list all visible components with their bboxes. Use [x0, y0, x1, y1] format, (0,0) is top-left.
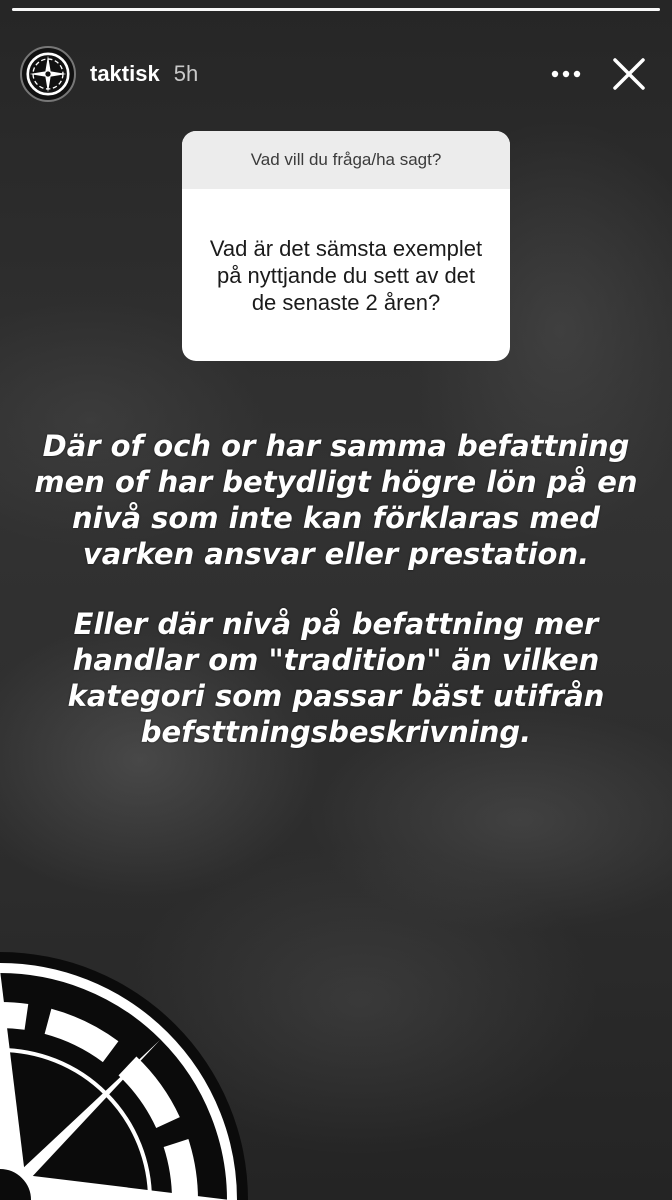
story-progress-bar	[12, 8, 660, 11]
answer-text	[30, 428, 642, 750]
question-sticker-prompt: Vad vill du fråga/ha sagt?	[182, 131, 510, 189]
compass-logo-icon	[0, 950, 250, 1200]
post-time: 5h	[173, 61, 199, 86]
answer-paragraph-1: Där of och or har samma befattning men of har betydligt högre lön på en nivå som inte kan förklaras med varken ansvar eller prestation.	[34, 429, 638, 571]
answer-paragraph-2: Eller där nivå på befattning mer handlar om "tradition" än vilken kategori som passar bäst utifrån befsttningsbeskrivning.	[67, 607, 605, 749]
story-progress-fill	[12, 8, 660, 11]
avatar[interactable]	[20, 46, 76, 102]
compass-logo-icon	[26, 52, 70, 96]
more-options-button[interactable]	[546, 54, 586, 94]
close-icon	[612, 57, 646, 91]
story-header	[20, 44, 652, 104]
username[interactable]: taktisk	[90, 61, 160, 86]
close-button[interactable]	[606, 51, 652, 97]
question-sticker[interactable]	[182, 131, 510, 361]
question-sticker-question: Vad är det sämsta exemplet på nyttjande du sett av det de senaste 2 åren?	[209, 235, 483, 315]
more-dots-icon	[551, 70, 581, 78]
